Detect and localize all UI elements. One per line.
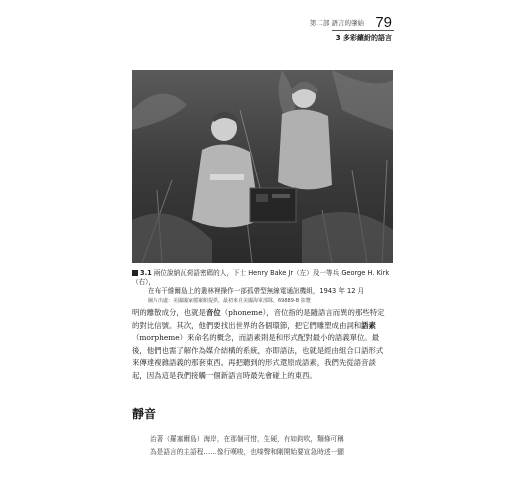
body-line: [132, 332, 396, 345]
quote-line-2: 為是語言的主語程……像行嘆唆，也嗪聲和剛開始要宣急時述一顯: [150, 448, 344, 456]
figure-credit: 圖片出處：美國國家檔案館提供，最初來自美國海軍部隊，69889-B 影覽: [148, 297, 311, 304]
body-text-segment: 明的離散成分，也就是: [132, 308, 206, 317]
body-paragraph: [132, 307, 396, 383]
body-text-segment: （phoneme），音位指的是隨語言而異的那些特定: [220, 308, 385, 317]
figure-photo: [132, 70, 393, 263]
header-rule: [332, 30, 394, 31]
photo-illustration: [132, 70, 393, 263]
quote-line-1: 治著（羅塞爾島）海岸，在那個可惜，生硬，有如鈞吹，麵條可稱: [150, 435, 344, 443]
body-line: [132, 307, 396, 320]
body-line: 來傳達複雜語義的那套東西。再把聽到的形式還原成語素，我們先從語音談: [132, 358, 376, 368]
caption-line-1: 兩位說納瓦荷語密碼的人，下士 Henry Bake Jr（左）及一等兵 George H. Kirk（右），: [132, 269, 390, 287]
running-header-chapter: 3 多彩繽紛的語言: [335, 34, 392, 42]
section-title: 靜音: [132, 407, 157, 421]
body-line: 起，因為這是我們接觸一個新語言時最先會碰上的東西。: [132, 370, 317, 380]
body-text-segment: 的對比信號。其次，他們要找出世界的各個環節，把它們雕塑成由詞和: [132, 320, 362, 330]
body-line: 後，他們也需了解作為媒介結構的系統，亦即語法，也就是經由組合口語形式: [132, 345, 384, 355]
running-header-part: 第二部 語言的肇始: [309, 19, 364, 27]
figure-caption: [132, 269, 394, 305]
block-quote: [150, 433, 388, 459]
caption-line-2: 在布干維爾島上的叢林裡操作一部孤帶型無線電通訊機組，1943 年 12 月: [148, 287, 365, 296]
body-text-segment: （morpheme）來命名的概念，而: [132, 333, 247, 343]
term-phoneme: 音位: [205, 308, 221, 317]
term-morpheme: 語素: [361, 320, 376, 330]
body-text-segment: 語素則是和形式配對最小的語義單位。最: [246, 333, 380, 343]
figure-label: 3.1: [132, 269, 152, 277]
page-number: 79: [375, 14, 392, 31]
body-line: [132, 320, 396, 333]
